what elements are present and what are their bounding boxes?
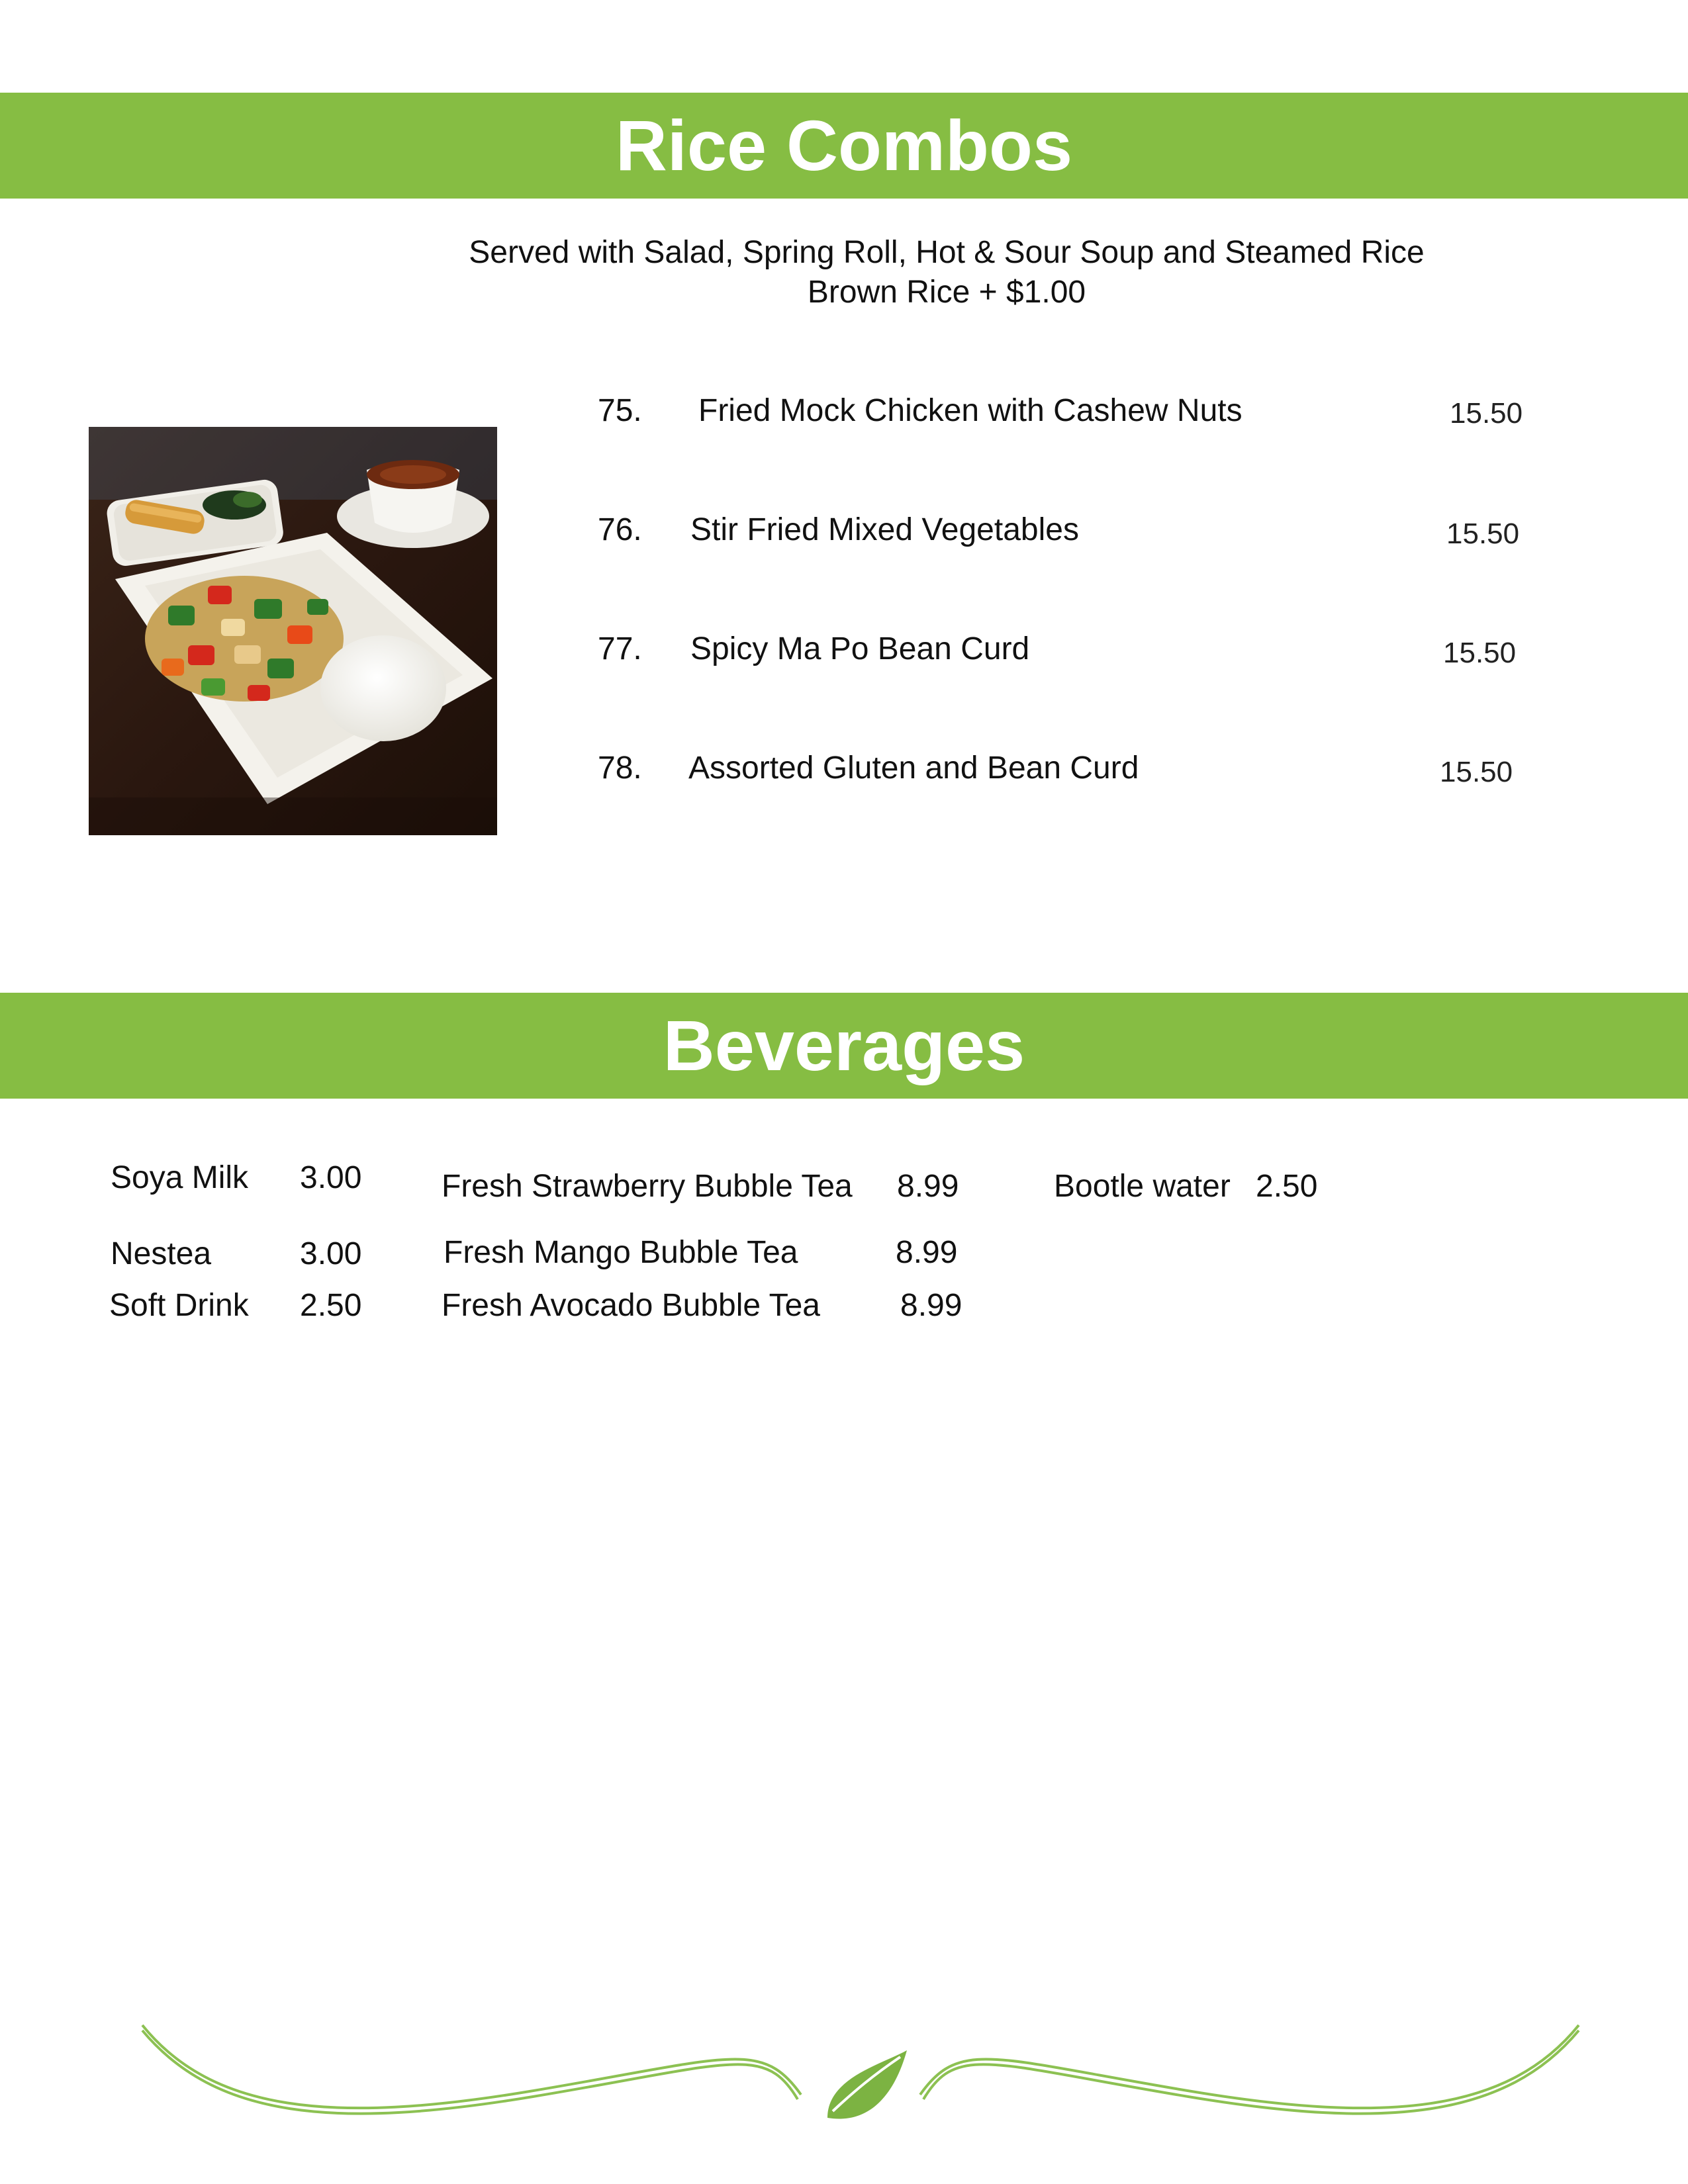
menu-item-77-number: 77.	[598, 631, 642, 666]
menu-item-76-name: Stir Fried Mixed Vegetables	[690, 512, 1079, 547]
beverage-price: 2.50	[1256, 1169, 1318, 1204]
menu-item-75-name: Fried Mock Chicken with Cashew Nuts	[698, 393, 1243, 428]
beverage-price: 8.99	[896, 1235, 958, 1270]
beverage-price: 8.99	[897, 1169, 959, 1204]
beverage-price: 2.50	[300, 1288, 362, 1323]
beverage-price: 3.00	[300, 1236, 362, 1271]
rice-combos-banner	[0, 93, 1688, 199]
beverage-name: Fresh Avocado Bubble Tea	[442, 1288, 820, 1323]
beverage-name: Fresh Mango Bubble Tea	[444, 1235, 798, 1270]
menu-item-78-price: 15.50	[1440, 756, 1513, 788]
rice-combos-subtitle-line1: Served with Salad, Spring Roll, Hot & Sour Soup and Steamed Rice	[469, 235, 1425, 270]
beverage-name: Nestea	[111, 1236, 212, 1271]
beverage-name: Soya Milk	[111, 1160, 249, 1195]
menu-item-78-number: 78.	[598, 751, 642, 786]
leaf-icon	[827, 2050, 907, 2119]
beverage-name: Fresh Strawberry Bubble Tea	[442, 1169, 853, 1204]
menu-item-76-price: 15.50	[1446, 518, 1520, 550]
menu-item-75-number: 75.	[598, 393, 642, 428]
menu-item-75-price: 15.50	[1450, 397, 1523, 430]
menu-item-77-name: Spicy Ma Po Bean Curd	[690, 631, 1030, 666]
menu-item-76-number: 76.	[598, 512, 642, 547]
rice-combos-subtitle-line2: Brown Rice + $1.00	[807, 275, 1086, 310]
menu-item-77-price: 15.50	[1443, 637, 1517, 669]
beverages-title: Beverages	[663, 1005, 1025, 1085]
leaf-swirl-divider	[132, 2012, 1589, 2144]
beverage-price: 3.00	[300, 1160, 362, 1195]
menu-item-78-name: Assorted Gluten and Bean Curd	[688, 751, 1139, 786]
rice-combos-title: Rice Combos	[615, 105, 1073, 185]
beverage-name: Bootle water	[1054, 1169, 1231, 1204]
beverages-banner	[0, 993, 1688, 1099]
beverage-price: 8.99	[900, 1288, 962, 1323]
beverage-name: Soft Drink	[109, 1288, 249, 1323]
rice-combo-plate-photo	[89, 427, 497, 835]
